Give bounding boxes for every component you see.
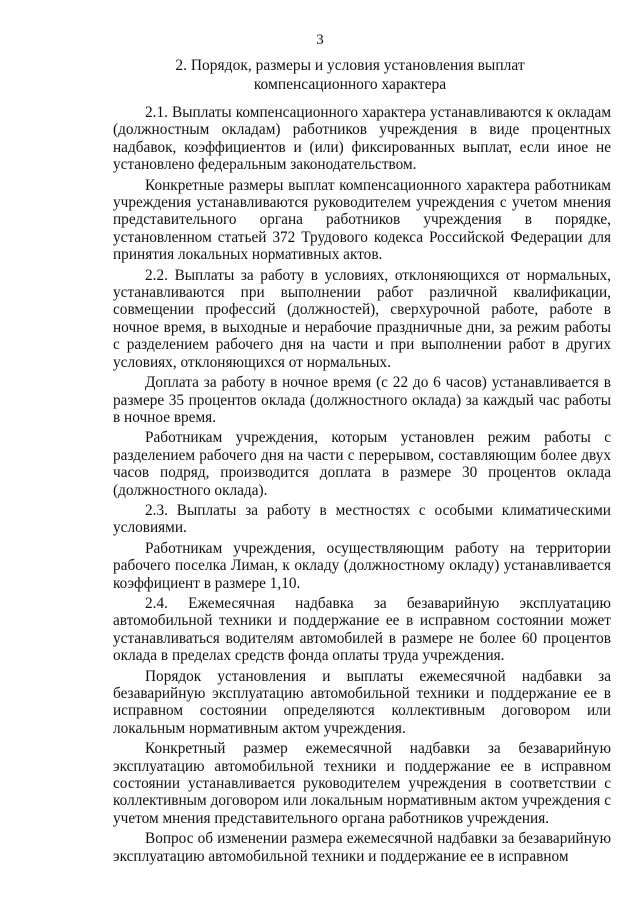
section-title-line-2: компенсационного характера — [253, 76, 447, 93]
section-title-line-1: 2. Порядок, размеры и условия установления выплат — [175, 57, 525, 74]
paragraph-2-2: 2.2. Выплаты за работу в условиях, отклоняющихся от нормальных, устанавливаются при выполнении работ различной квалификации, совмещении профессий (должностей), сверхурочной работе, работе в ночное время, в выходные и нерабочие праздничные дни, за режим работы с разделением рабочего дня на части и при выполнении работ в других условиях, отклоняющихся от нормальных. — [113, 266, 611, 371]
section-title — [110, 56, 590, 94]
paragraph-bonus-change: Вопрос об изменении размера ежемесячной надбавки за безаварийную эксплуатацию автомобильной техники и поддержание ее в исправном — [113, 830, 611, 865]
paragraph-night-work: Доплата за работу в ночное время (с 22 до 6 часов) устанавливается в размере 35 процентов оклада (должностного оклада) за каждый час работы в ночное время. — [113, 374, 611, 426]
paragraph-split-day: Работникам учреждения, которым установлен режим работы с разделением рабочего дня на части с перерывом, составляющим более двух часов подряд, производится доплата в размере 30 процентов оклада (должностного оклада). — [113, 429, 611, 499]
paragraph-2-3: 2.3. Выплаты за работу в местностях с особыми климатическими условиями. — [113, 501, 611, 537]
page-number: 3 — [316, 32, 324, 48]
paragraph-bonus-procedure: Порядок установления и выплаты ежемесячной надбавки за безаварийную эксплуатацию автомобильной техники и поддержание ее в исправном состоянии определяются коллективным договором или локальным нормативным актом учреждения. — [113, 667, 611, 737]
document-body — [113, 104, 611, 865]
paragraph-liman-coefficient: Работникам учреждения, осуществляющим работу на территории рабочего поселка Лиман, к окладу (должностному окладу) устанавливается коэффициент в размере 1,10. — [113, 539, 611, 592]
paragraph-2-1: 2.1. Выплаты компенсационного характера устанавливаются к окладам (должностным окладам) работников учреждения в виде процентных надбавок, коэффициентов и (или) фиксированных выплат, если иное не установлено федеральным законодательством. — [113, 104, 611, 174]
paragraph-2-4: 2.4. Ежемесячная надбавка за безаварийную эксплуатацию автомобильной техники и поддержание ее в исправном состоянии может устанавливаться водителям автомобилей в размере не более 60 процентов оклада в пределах средств фонда оплаты труда учреждения. — [113, 594, 611, 665]
paragraph-specific-amounts: Конкретные размеры выплат компенсационного характера работникам учреждения устанавливаются руководителем учреждения с учетом мнения представительного органа работников учреждения в порядке, установленном статьей 372 Трудового кодекса Российской Федерации для принятия локальных нормативных актов. — [113, 176, 611, 264]
paragraph-bonus-amount: Конкретный размер ежемесячной надбавки за безаварийную эксплуатацию автомобильной техники и поддержание ее в исправном состоянии устанавливается руководителем учреждения в соответствии с коллективным договором или локальным нормативным актом учреждения с учетом мнения представительного органа работников учреждения. — [113, 740, 611, 827]
